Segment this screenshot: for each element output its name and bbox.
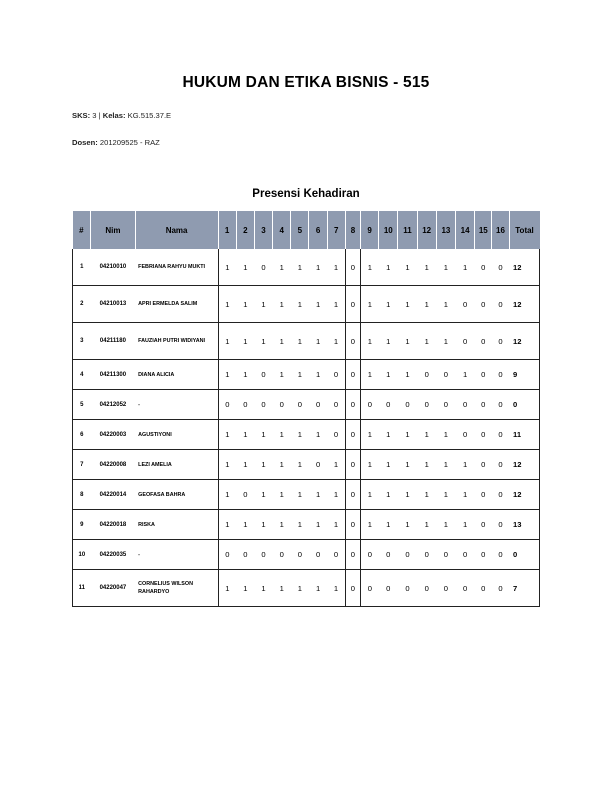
attendance-cell: 0 [492, 390, 509, 420]
lecturer-info [72, 138, 160, 147]
student-nim: 04220035 [91, 540, 135, 570]
attendance-cell: 0 [254, 390, 272, 420]
column-header: Nama [135, 211, 218, 249]
attendance-cell: 0 [327, 420, 345, 450]
attendance-cell: 1 [254, 480, 272, 510]
attendance-cell: 1 [456, 450, 475, 480]
attendance-total: 9 [509, 360, 539, 390]
student-name: DIANA ALICIA [135, 360, 218, 390]
table-row [73, 390, 540, 420]
student-nim: 04220014 [91, 480, 135, 510]
attendance-cell: 0 [309, 450, 327, 480]
column-header: 2 [236, 211, 254, 249]
attendance-cell: 1 [327, 286, 345, 323]
column-header: 1 [218, 211, 236, 249]
attendance-cell: 1 [398, 286, 417, 323]
attendance-cell: 1 [218, 420, 236, 450]
student-nim: 04220047 [91, 570, 135, 607]
attendance-cell: 0 [436, 570, 455, 607]
attendance-cell: 1 [379, 480, 398, 510]
attendance-cell: 1 [273, 323, 291, 360]
attendance-cell: 1 [236, 570, 254, 607]
attendance-total: 12 [509, 450, 539, 480]
page-title: HUKUM DAN ETIKA BISNIS - 515 [182, 74, 430, 91]
attendance-cell: 1 [436, 420, 455, 450]
attendance-cell: 0 [345, 420, 360, 450]
row-number: 4 [73, 360, 91, 390]
attendance-cell: 1 [309, 323, 327, 360]
attendance-cell: 1 [218, 286, 236, 323]
attendance-cell: 1 [361, 286, 379, 323]
attendance-cell: 0 [327, 390, 345, 420]
attendance-cell: 1 [398, 249, 417, 286]
attendance-cell: 0 [475, 390, 492, 420]
attendance-cell: 0 [436, 390, 455, 420]
attendance-cell: 1 [436, 450, 455, 480]
attendance-cell: 0 [327, 360, 345, 390]
attendance-cell: 1 [361, 360, 379, 390]
attendance-cell: 0 [345, 540, 360, 570]
table-row [73, 323, 540, 360]
attendance-cell: 1 [254, 420, 272, 450]
row-number: 5 [73, 390, 91, 420]
attendance-cell: 0 [361, 540, 379, 570]
column-header: Total [509, 211, 539, 249]
attendance-cell: 0 [456, 540, 475, 570]
attendance-cell: 1 [254, 510, 272, 540]
attendance-total: 11 [509, 420, 539, 450]
attendance-cell: 0 [218, 540, 236, 570]
attendance-cell: 0 [475, 249, 492, 286]
attendance-cell: 1 [309, 420, 327, 450]
row-number: 9 [73, 510, 91, 540]
attendance-cell: 0 [475, 420, 492, 450]
attendance-cell: 1 [417, 286, 436, 323]
row-number: 2 [73, 286, 91, 323]
sks-label: SKS: [72, 111, 91, 120]
column-header: Nim [91, 211, 135, 249]
attendance-cell: 1 [291, 249, 309, 286]
attendance-cell: 0 [436, 540, 455, 570]
attendance-cell: 1 [273, 480, 291, 510]
attendance-cell: 1 [291, 323, 309, 360]
attendance-cell: 0 [345, 450, 360, 480]
column-header: 6 [309, 211, 327, 249]
attendance-cell: 1 [273, 420, 291, 450]
student-name: - [135, 540, 218, 570]
column-header: 5 [291, 211, 309, 249]
attendance-cell: 1 [254, 286, 272, 323]
attendance-cell: 0 [236, 480, 254, 510]
table-row [73, 286, 540, 323]
attendance-cell: 1 [291, 480, 309, 510]
attendance-cell: 0 [492, 540, 509, 570]
attendance-cell: 1 [273, 286, 291, 323]
attendance-cell: 1 [309, 510, 327, 540]
attendance-cell: 1 [218, 450, 236, 480]
attendance-cell: 1 [218, 323, 236, 360]
attendance-cell: 0 [254, 249, 272, 286]
attendance-cell: 1 [327, 450, 345, 480]
attendance-cell: 0 [345, 510, 360, 540]
attendance-cell: 1 [379, 249, 398, 286]
student-nim: 04220018 [91, 510, 135, 540]
attendance-cell: 1 [236, 323, 254, 360]
attendance-cell: 1 [398, 360, 417, 390]
attendance-cell: 0 [456, 420, 475, 450]
table-row [73, 360, 540, 390]
course-info [72, 111, 171, 120]
attendance-cell: 0 [379, 540, 398, 570]
attendance-cell: 0 [475, 450, 492, 480]
attendance-cell: 1 [218, 570, 236, 607]
column-header: 12 [417, 211, 436, 249]
attendance-cell: 0 [398, 540, 417, 570]
attendance-cell: 0 [475, 286, 492, 323]
column-header: 9 [361, 211, 379, 249]
attendance-cell: 1 [273, 450, 291, 480]
column-header: # [73, 211, 91, 249]
attendance-cell: 1 [417, 420, 436, 450]
student-name: AGUSTIYONI [135, 420, 218, 450]
attendance-cell: 1 [361, 450, 379, 480]
attendance-cell: 1 [218, 360, 236, 390]
attendance-cell: 1 [327, 480, 345, 510]
attendance-cell: 0 [327, 540, 345, 570]
attendance-cell: 1 [291, 286, 309, 323]
attendance-cell: 1 [327, 510, 345, 540]
attendance-cell: 1 [291, 570, 309, 607]
attendance-cell: 0 [475, 323, 492, 360]
attendance-cell: 1 [361, 510, 379, 540]
attendance-cell: 1 [436, 249, 455, 286]
attendance-cell: 0 [379, 570, 398, 607]
kelas-label: Kelas: [102, 111, 126, 120]
attendance-cell: 0 [345, 360, 360, 390]
attendance-cell: 1 [456, 480, 475, 510]
attendance-cell: 0 [436, 360, 455, 390]
attendance-cell: 1 [236, 286, 254, 323]
attendance-cell: 0 [379, 390, 398, 420]
attendance-total: 12 [509, 323, 539, 360]
attendance-cell: 0 [236, 390, 254, 420]
attendance-cell: 1 [309, 480, 327, 510]
row-number: 7 [73, 450, 91, 480]
attendance-cell: 1 [327, 570, 345, 607]
attendance-cell: 0 [417, 570, 436, 607]
attendance-total: 0 [509, 540, 539, 570]
attendance-cell: 1 [379, 360, 398, 390]
column-header: 8 [345, 211, 360, 249]
attendance-cell: 1 [456, 360, 475, 390]
table-row [73, 540, 540, 570]
attendance-cell: 0 [492, 420, 509, 450]
attendance-cell: 0 [492, 249, 509, 286]
column-header: 10 [379, 211, 398, 249]
student-name: RISKA [135, 510, 218, 540]
attendance-cell: 1 [436, 286, 455, 323]
attendance-cell: 1 [236, 450, 254, 480]
attendance-cell: 1 [309, 249, 327, 286]
attendance-cell: 1 [291, 360, 309, 390]
attendance-cell: 0 [273, 390, 291, 420]
attendance-cell: 1 [218, 249, 236, 286]
attendance-table [72, 211, 540, 607]
attendance-cell: 1 [273, 360, 291, 390]
attendance-cell: 0 [475, 540, 492, 570]
attendance-cell: 1 [398, 450, 417, 480]
student-name: LEZI AMELIA [135, 450, 218, 480]
attendance-cell: 1 [218, 480, 236, 510]
sks-value: 3 | [92, 111, 101, 120]
attendance-cell: 0 [456, 390, 475, 420]
student-nim: 04212052 [91, 390, 135, 420]
attendance-cell: 1 [398, 420, 417, 450]
attendance-cell: 0 [492, 323, 509, 360]
attendance-cell: 1 [327, 323, 345, 360]
attendance-cell: 1 [379, 286, 398, 323]
attendance-cell: 0 [456, 570, 475, 607]
attendance-cell: 1 [398, 323, 417, 360]
attendance-cell: 1 [456, 510, 475, 540]
dosen-value: 201209525 - RAZ [99, 138, 160, 147]
attendance-cell: 1 [327, 249, 345, 286]
column-header: 4 [273, 211, 291, 249]
attendance-cell: 1 [361, 420, 379, 450]
column-header: 13 [436, 211, 455, 249]
attendance-cell: 1 [361, 480, 379, 510]
attendance-total: 0 [509, 390, 539, 420]
attendance-cell: 0 [254, 540, 272, 570]
table-header-row [73, 211, 540, 249]
table-row [73, 510, 540, 540]
table-row [73, 570, 540, 607]
attendance-cell: 0 [492, 570, 509, 607]
column-header: 14 [456, 211, 475, 249]
attendance-cell: 0 [345, 390, 360, 420]
student-name: - [135, 390, 218, 420]
attendance-cell: 1 [456, 249, 475, 286]
attendance-cell: 0 [398, 570, 417, 607]
student-name: CORNELIUS WILSON RAHARDYO [135, 570, 218, 607]
attendance-cell: 0 [475, 510, 492, 540]
attendance-cell: 1 [291, 450, 309, 480]
student-nim: 04211300 [91, 360, 135, 390]
attendance-total: 13 [509, 510, 539, 540]
attendance-cell: 1 [417, 323, 436, 360]
attendance-cell: 0 [417, 360, 436, 390]
student-nim: 04210013 [91, 286, 135, 323]
row-number: 10 [73, 540, 91, 570]
attendance-cell: 0 [492, 450, 509, 480]
attendance-cell: 0 [492, 510, 509, 540]
attendance-cell: 0 [398, 390, 417, 420]
attendance-cell: 1 [254, 570, 272, 607]
attendance-cell: 0 [456, 323, 475, 360]
student-name: GEOFASA BAHRA [135, 480, 218, 510]
row-number: 6 [73, 420, 91, 450]
attendance-cell: 1 [291, 420, 309, 450]
attendance-cell: 1 [361, 323, 379, 360]
attendance-cell: 0 [475, 570, 492, 607]
attendance-cell: 1 [273, 570, 291, 607]
dosen-label: Dosen: [72, 138, 98, 147]
table-row [73, 450, 540, 480]
attendance-cell: 0 [475, 360, 492, 390]
attendance-total: 12 [509, 286, 539, 323]
attendance-cell: 0 [345, 570, 360, 607]
attendance-cell: 0 [492, 286, 509, 323]
student-nim: 04211180 [91, 323, 135, 360]
attendance-cell: 0 [345, 286, 360, 323]
attendance-cell: 1 [417, 480, 436, 510]
attendance-cell: 1 [236, 360, 254, 390]
attendance-cell: 1 [236, 510, 254, 540]
row-number: 8 [73, 480, 91, 510]
attendance-cell: 1 [379, 450, 398, 480]
attendance-cell: 1 [436, 510, 455, 540]
attendance-cell: 1 [398, 480, 417, 510]
student-nim: 04220008 [91, 450, 135, 480]
attendance-cell: 0 [417, 390, 436, 420]
attendance-cell: 0 [345, 480, 360, 510]
attendance-cell: 1 [254, 323, 272, 360]
attendance-cell: 1 [417, 450, 436, 480]
row-number: 11 [73, 570, 91, 607]
attendance-cell: 1 [417, 249, 436, 286]
attendance-cell: 0 [309, 390, 327, 420]
attendance-cell: 1 [361, 249, 379, 286]
attendance-total: 7 [509, 570, 539, 607]
attendance-cell: 0 [345, 323, 360, 360]
attendance-cell: 0 [291, 390, 309, 420]
table-row [73, 480, 540, 510]
attendance-cell: 0 [456, 286, 475, 323]
attendance-cell: 1 [436, 323, 455, 360]
attendance-cell: 0 [417, 540, 436, 570]
attendance-cell: 1 [379, 323, 398, 360]
attendance-cell: 0 [361, 570, 379, 607]
student-name: APRI ERMELDA SALIM [135, 286, 218, 323]
column-header: 16 [492, 211, 509, 249]
attendance-total: 12 [509, 480, 539, 510]
attendance-cell: 0 [345, 249, 360, 286]
attendance-cell: 1 [218, 510, 236, 540]
column-header: 11 [398, 211, 417, 249]
attendance-cell: 0 [291, 540, 309, 570]
student-name: FEBRIANA RAHYU MUKTI [135, 249, 218, 286]
attendance-cell: 1 [379, 510, 398, 540]
attendance-cell: 1 [379, 420, 398, 450]
attendance-cell: 1 [417, 510, 436, 540]
column-header: 15 [475, 211, 492, 249]
attendance-cell: 1 [309, 286, 327, 323]
attendance-cell: 1 [254, 450, 272, 480]
table-row [73, 249, 540, 286]
attendance-cell: 0 [236, 540, 254, 570]
attendance-cell: 0 [492, 480, 509, 510]
column-header: 7 [327, 211, 345, 249]
attendance-cell: 1 [236, 420, 254, 450]
column-header: 3 [254, 211, 272, 249]
attendance-title: Presensi Kehadiran [252, 188, 360, 200]
attendance-cell: 1 [291, 510, 309, 540]
kelas-value: KG.515.37.E [127, 111, 172, 120]
row-number: 3 [73, 323, 91, 360]
attendance-cell: 1 [398, 510, 417, 540]
attendance-cell: 1 [309, 360, 327, 390]
attendance-cell: 1 [309, 570, 327, 607]
attendance-cell: 0 [361, 390, 379, 420]
attendance-cell: 0 [273, 540, 291, 570]
student-nim: 04210010 [91, 249, 135, 286]
attendance-cell: 0 [254, 360, 272, 390]
student-nim: 04220003 [91, 420, 135, 450]
student-name: FAUZIAH PUTRI WIDIYANI [135, 323, 218, 360]
attendance-cell: 1 [273, 510, 291, 540]
table-row [73, 420, 540, 450]
attendance-cell: 0 [309, 540, 327, 570]
attendance-cell: 1 [436, 480, 455, 510]
attendance-cell: 1 [273, 249, 291, 286]
attendance-total: 12 [509, 249, 539, 286]
attendance-cell: 0 [218, 390, 236, 420]
attendance-cell: 1 [236, 249, 254, 286]
attendance-cell: 0 [492, 360, 509, 390]
attendance-cell: 0 [475, 480, 492, 510]
row-number: 1 [73, 249, 91, 286]
